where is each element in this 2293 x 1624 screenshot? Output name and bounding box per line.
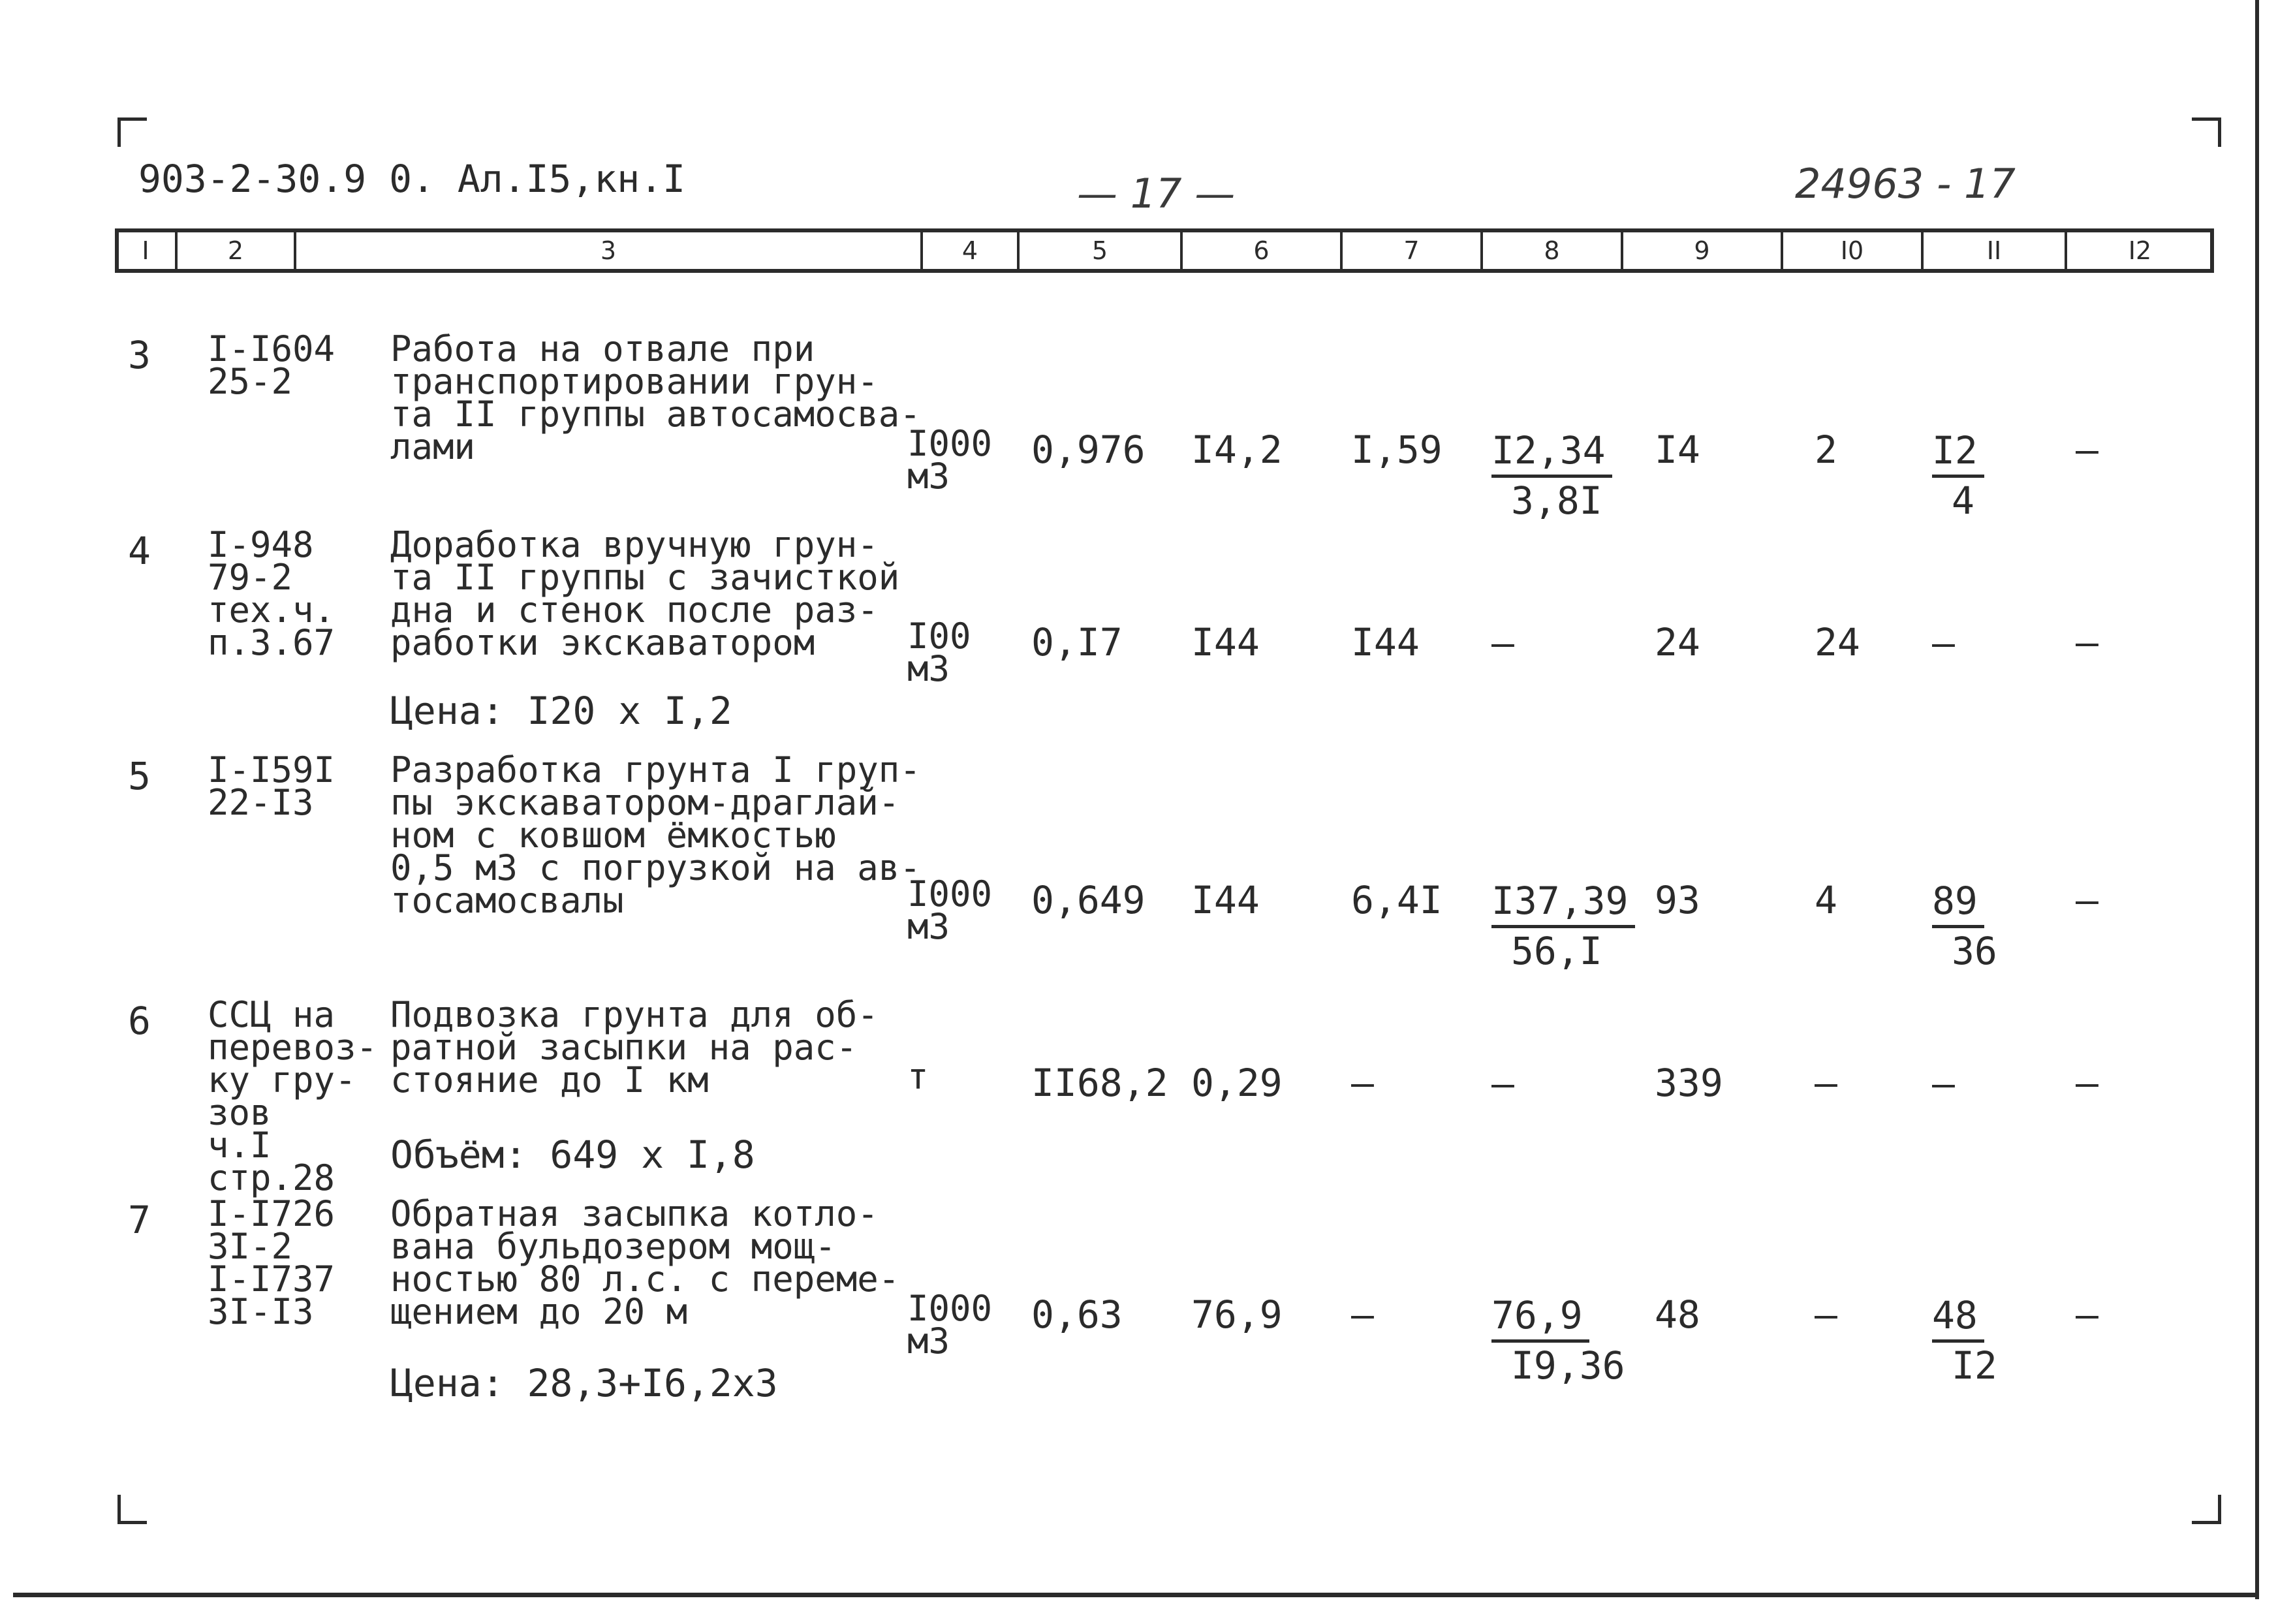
- row-number: 5: [128, 754, 151, 798]
- rate-code: I-I604 25-2: [208, 328, 335, 402]
- col-8-value-top: –: [1491, 1061, 1514, 1106]
- page-number: — 17 —: [1077, 170, 1236, 217]
- col-11-value: [1932, 1061, 1955, 1106]
- col-9-value: 93: [1655, 878, 1700, 922]
- sheet-number: 24963 - 17: [1795, 160, 2016, 208]
- col-11-value-bottom: 36: [1952, 929, 1997, 973]
- col-10-value: 4: [1815, 878, 1837, 922]
- col-9-value: 339: [1655, 1061, 1723, 1105]
- corner-mark-top-left: [117, 117, 147, 147]
- col-10-value: –: [1815, 1292, 1837, 1337]
- column-divider: [1180, 228, 1183, 273]
- quantity: 0,976: [1031, 428, 1146, 472]
- col-9-value: 24: [1655, 620, 1700, 664]
- col-11-value: [1932, 620, 1955, 666]
- column-header-3: 3: [600, 236, 617, 265]
- column-divider: [1921, 228, 1924, 273]
- col-11-value-bottom: I2: [1952, 1343, 1997, 1388]
- column-divider: [1340, 228, 1343, 273]
- column-header-8: 8: [1544, 236, 1560, 265]
- col-7-value: 6,4I: [1351, 878, 1443, 922]
- col-6-value: 0,29: [1191, 1061, 1283, 1105]
- quantity: 0,649: [1031, 878, 1146, 922]
- column-header-11: II: [1986, 236, 2002, 265]
- col-11-value-top: 89: [1932, 878, 1984, 928]
- col-8-value-top: –: [1491, 621, 1514, 665]
- col-9-value: 48: [1655, 1292, 1700, 1337]
- rate-code: ССЦ на перевоз- ку гру- зов ч.I стр.28: [208, 994, 378, 1198]
- col-8-value: [1491, 1061, 1514, 1106]
- col-6-value: I44: [1191, 878, 1260, 922]
- col-11-value: [1932, 1292, 1997, 1388]
- col-12-value: –: [2076, 1292, 2098, 1337]
- col-11-value: [1932, 878, 1997, 974]
- document-code: 903-2-30.9 0. Ал.I5,кн.I: [138, 157, 686, 201]
- col-11-value-top: –: [1932, 1061, 1955, 1106]
- col-11-value-top: –: [1932, 621, 1955, 665]
- column-header-7: 7: [1403, 236, 1420, 265]
- column-divider: [920, 228, 923, 273]
- row-number: 4: [128, 529, 151, 573]
- row-number: 7: [128, 1198, 151, 1242]
- unit-of-measure: I00 м3: [907, 616, 971, 689]
- rate-code: I-I726 3I-2 I-I737 3I-I3: [208, 1193, 335, 1332]
- column-header-6: 6: [1253, 236, 1270, 265]
- column-divider: [1621, 228, 1623, 273]
- rate-code: I-I59I 22-I3: [208, 749, 335, 823]
- col-8-value: [1491, 620, 1514, 666]
- col-6-value: I4,2: [1191, 428, 1283, 472]
- calculation-note: Цена: I20 x I,2: [390, 689, 732, 733]
- col-8-value: [1491, 1292, 1625, 1388]
- column-divider: [294, 228, 296, 273]
- work-description: Обратная засыпка котло- вана бульдозером мощ- ностью 80 л.с. с переме- щением до 20 м: [390, 1193, 900, 1332]
- work-description: Подвозка грунта для об- ратной засыпки на рас- стояние до I км: [390, 994, 879, 1101]
- corner-mark-top-right: [2192, 117, 2221, 147]
- col-12-value: –: [2076, 620, 2098, 664]
- col-8-value-top: 76,9: [1491, 1292, 1589, 1343]
- col-7-value: I,59: [1351, 428, 1443, 472]
- col-11-value: [1932, 428, 1984, 523]
- unit-of-measure: т: [907, 1056, 929, 1097]
- column-header-10: I0: [1840, 236, 1864, 265]
- calculation-note: Цена: 28,3+I6,2x3: [390, 1361, 778, 1405]
- corner-mark-bottom-right: [2192, 1495, 2221, 1524]
- column-divider: [175, 228, 178, 273]
- work-description: Разработка грунта I груп- пы экскаватором-драглай- ном с ковшом ёмкостью 0,5 м3 с погрузкой на ав- тосамосвалы: [390, 749, 921, 921]
- col-7-value: –: [1351, 1292, 1374, 1337]
- quantity: II68,2: [1031, 1061, 1168, 1105]
- col-8-value-bottom: 3,8I: [1511, 478, 1602, 523]
- work-description: Работа на отвале при транспортировании грун- та II группы автосамосва- лами: [390, 328, 921, 467]
- col-10-value: 24: [1815, 620, 1860, 664]
- col-11-value-top: I2: [1932, 428, 1984, 478]
- col-8-value-bottom: 56,I: [1511, 929, 1602, 973]
- col-11-value-top: 48: [1932, 1292, 1984, 1343]
- col-8-value: [1491, 428, 1612, 523]
- column-divider: [2065, 228, 2067, 273]
- column-header-5: 5: [1091, 236, 1108, 265]
- col-12-value: –: [2076, 428, 2098, 472]
- column-divider: [1480, 228, 1483, 273]
- col-8-value-bottom: I9,36: [1511, 1343, 1625, 1388]
- corner-mark-bottom-left: [117, 1495, 147, 1524]
- column-header-1: I: [142, 236, 149, 265]
- col-7-value: –: [1351, 1061, 1374, 1105]
- col-10-value: –: [1815, 1061, 1837, 1105]
- page-edge-right: [2255, 0, 2259, 1599]
- quantity: 0,63: [1031, 1292, 1123, 1337]
- quantity: 0,I7: [1031, 620, 1123, 664]
- calculation-note: Объём: 649 x I,8: [390, 1132, 755, 1177]
- col-6-value: I44: [1191, 620, 1260, 664]
- col-11-value-bottom: 4: [1952, 478, 1974, 523]
- column-divider: [1781, 228, 1783, 273]
- col-9-value: I4: [1655, 428, 1700, 472]
- col-8-value: [1491, 878, 1635, 974]
- row-number: 6: [128, 999, 151, 1043]
- unit-of-measure: I000 м3: [907, 1288, 993, 1362]
- unit-of-measure: I000 м3: [907, 423, 993, 497]
- page-edge-bottom: [13, 1593, 2258, 1597]
- work-description: Доработка вручную грун- та II группы с зачисткой дна и стенок после раз- работки экскаватором: [390, 524, 900, 663]
- column-header-12: I2: [2128, 236, 2152, 265]
- col-8-value-top: I2,34: [1491, 428, 1612, 478]
- row-number: 3: [128, 333, 151, 377]
- col-12-value: –: [2076, 1061, 2098, 1105]
- col-6-value: 76,9: [1191, 1292, 1283, 1337]
- column-header-2: 2: [227, 236, 244, 265]
- column-header-4: 4: [961, 236, 978, 265]
- col-8-value-top: I37,39: [1491, 878, 1635, 928]
- column-header-9: 9: [1694, 236, 1710, 265]
- col-12-value: –: [2076, 878, 2098, 922]
- unit-of-measure: I000 м3: [907, 873, 993, 947]
- col-10-value: 2: [1815, 428, 1837, 472]
- rate-code: I-948 79-2 тех.ч. п.3.67: [208, 524, 335, 663]
- col-7-value: I44: [1351, 620, 1420, 664]
- column-divider: [1017, 228, 1020, 273]
